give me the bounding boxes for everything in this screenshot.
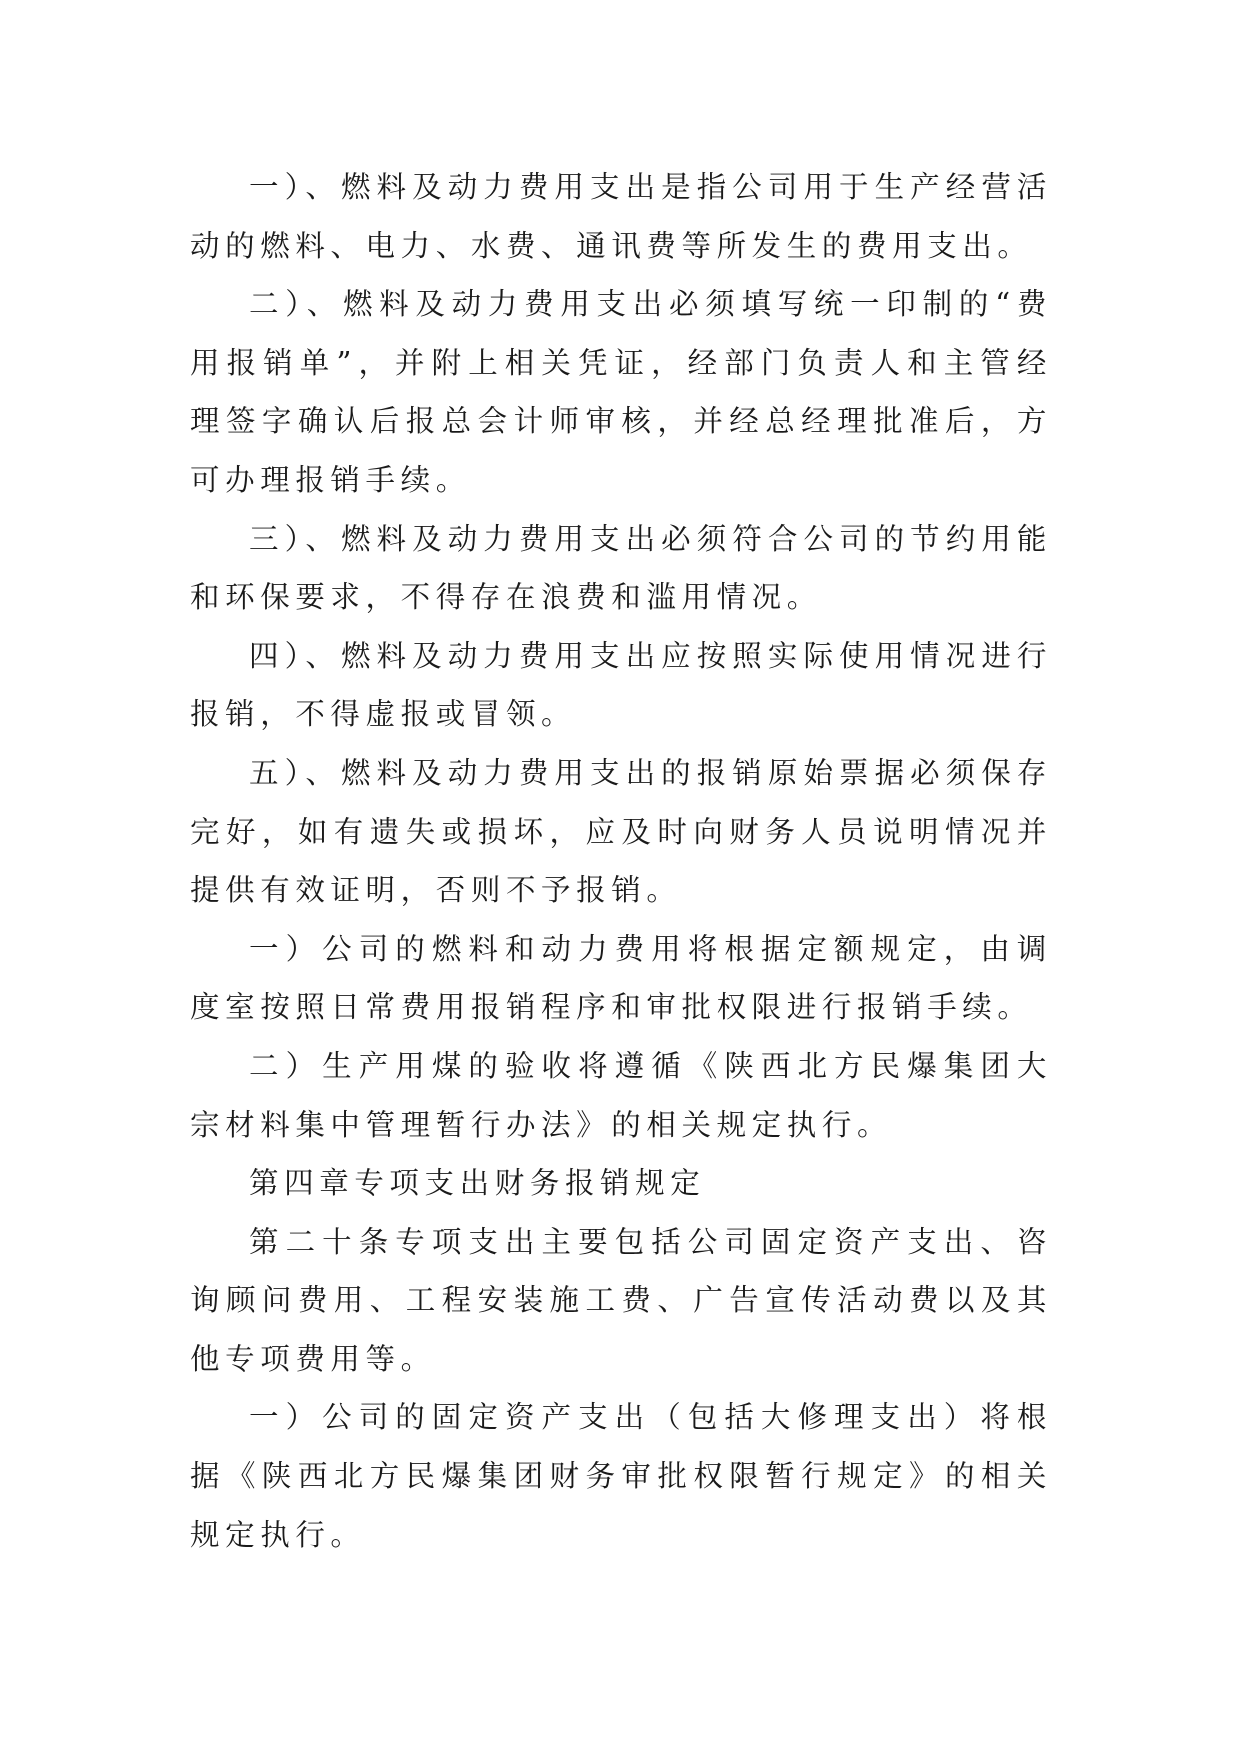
- paragraph-reimbursement-form: 二）、燃料及动力费用支出必须填写统一印制的“费用报销单”，并附上相关凭证，经部门负责人和主管经理签字确认后报总会计师审核，并经总经理批准后，方可办理报销手续。: [190, 287, 1052, 497]
- paragraph-quota-rules: 一）公司的燃料和动力费用将根据定额规定，由调度室按照日常费用报销程序和审批权限进行报销手续。: [190, 931, 1052, 1025]
- paragraph-fixed-assets: 一）公司的固定资产支出（包括大修理支出）将根据《陕西北方民爆集团财务审批权限暂行规定》的相关规定执行。: [190, 1400, 1052, 1552]
- chapter-heading: 第四章专项支出财务报销规定: [249, 1166, 706, 1201]
- paragraph-actual-usage: 四）、燃料及动力费用支出应按照实际使用情况进行报销，不得虚报或冒领。: [190, 638, 1052, 732]
- paragraph-fuel-definition: 一）、燃料及动力费用支出是指公司用于生产经营活动的燃料、电力、水费、通讯费等所发生的费用支出。: [190, 170, 1052, 263]
- paragraph-article-20: 第二十条专项支出主要包括公司固定资产支出、咨询顾问费用、工程安装施工费、广告宣传活动费以及其他专项费用等。: [190, 1224, 1052, 1376]
- paragraph-original-receipts: 五）、燃料及动力费用支出的报销原始票据必须保存完好，如有遗失或损坏，应及时向财务人员说明情况并提供有效证明，否则不予报销。: [190, 755, 1052, 908]
- paragraph-energy-saving: 三）、燃料及动力费用支出必须符合公司的节约用能和环保要求，不得存在浪费和滥用情况。: [190, 521, 1052, 615]
- document-body: [190, 158, 1052, 1564]
- paragraph-coal-acceptance: 二）生产用煤的验收将遵循《陕西北方民爆集团大宗材料集中管理暂行办法》的相关规定执行。: [190, 1048, 1052, 1142]
